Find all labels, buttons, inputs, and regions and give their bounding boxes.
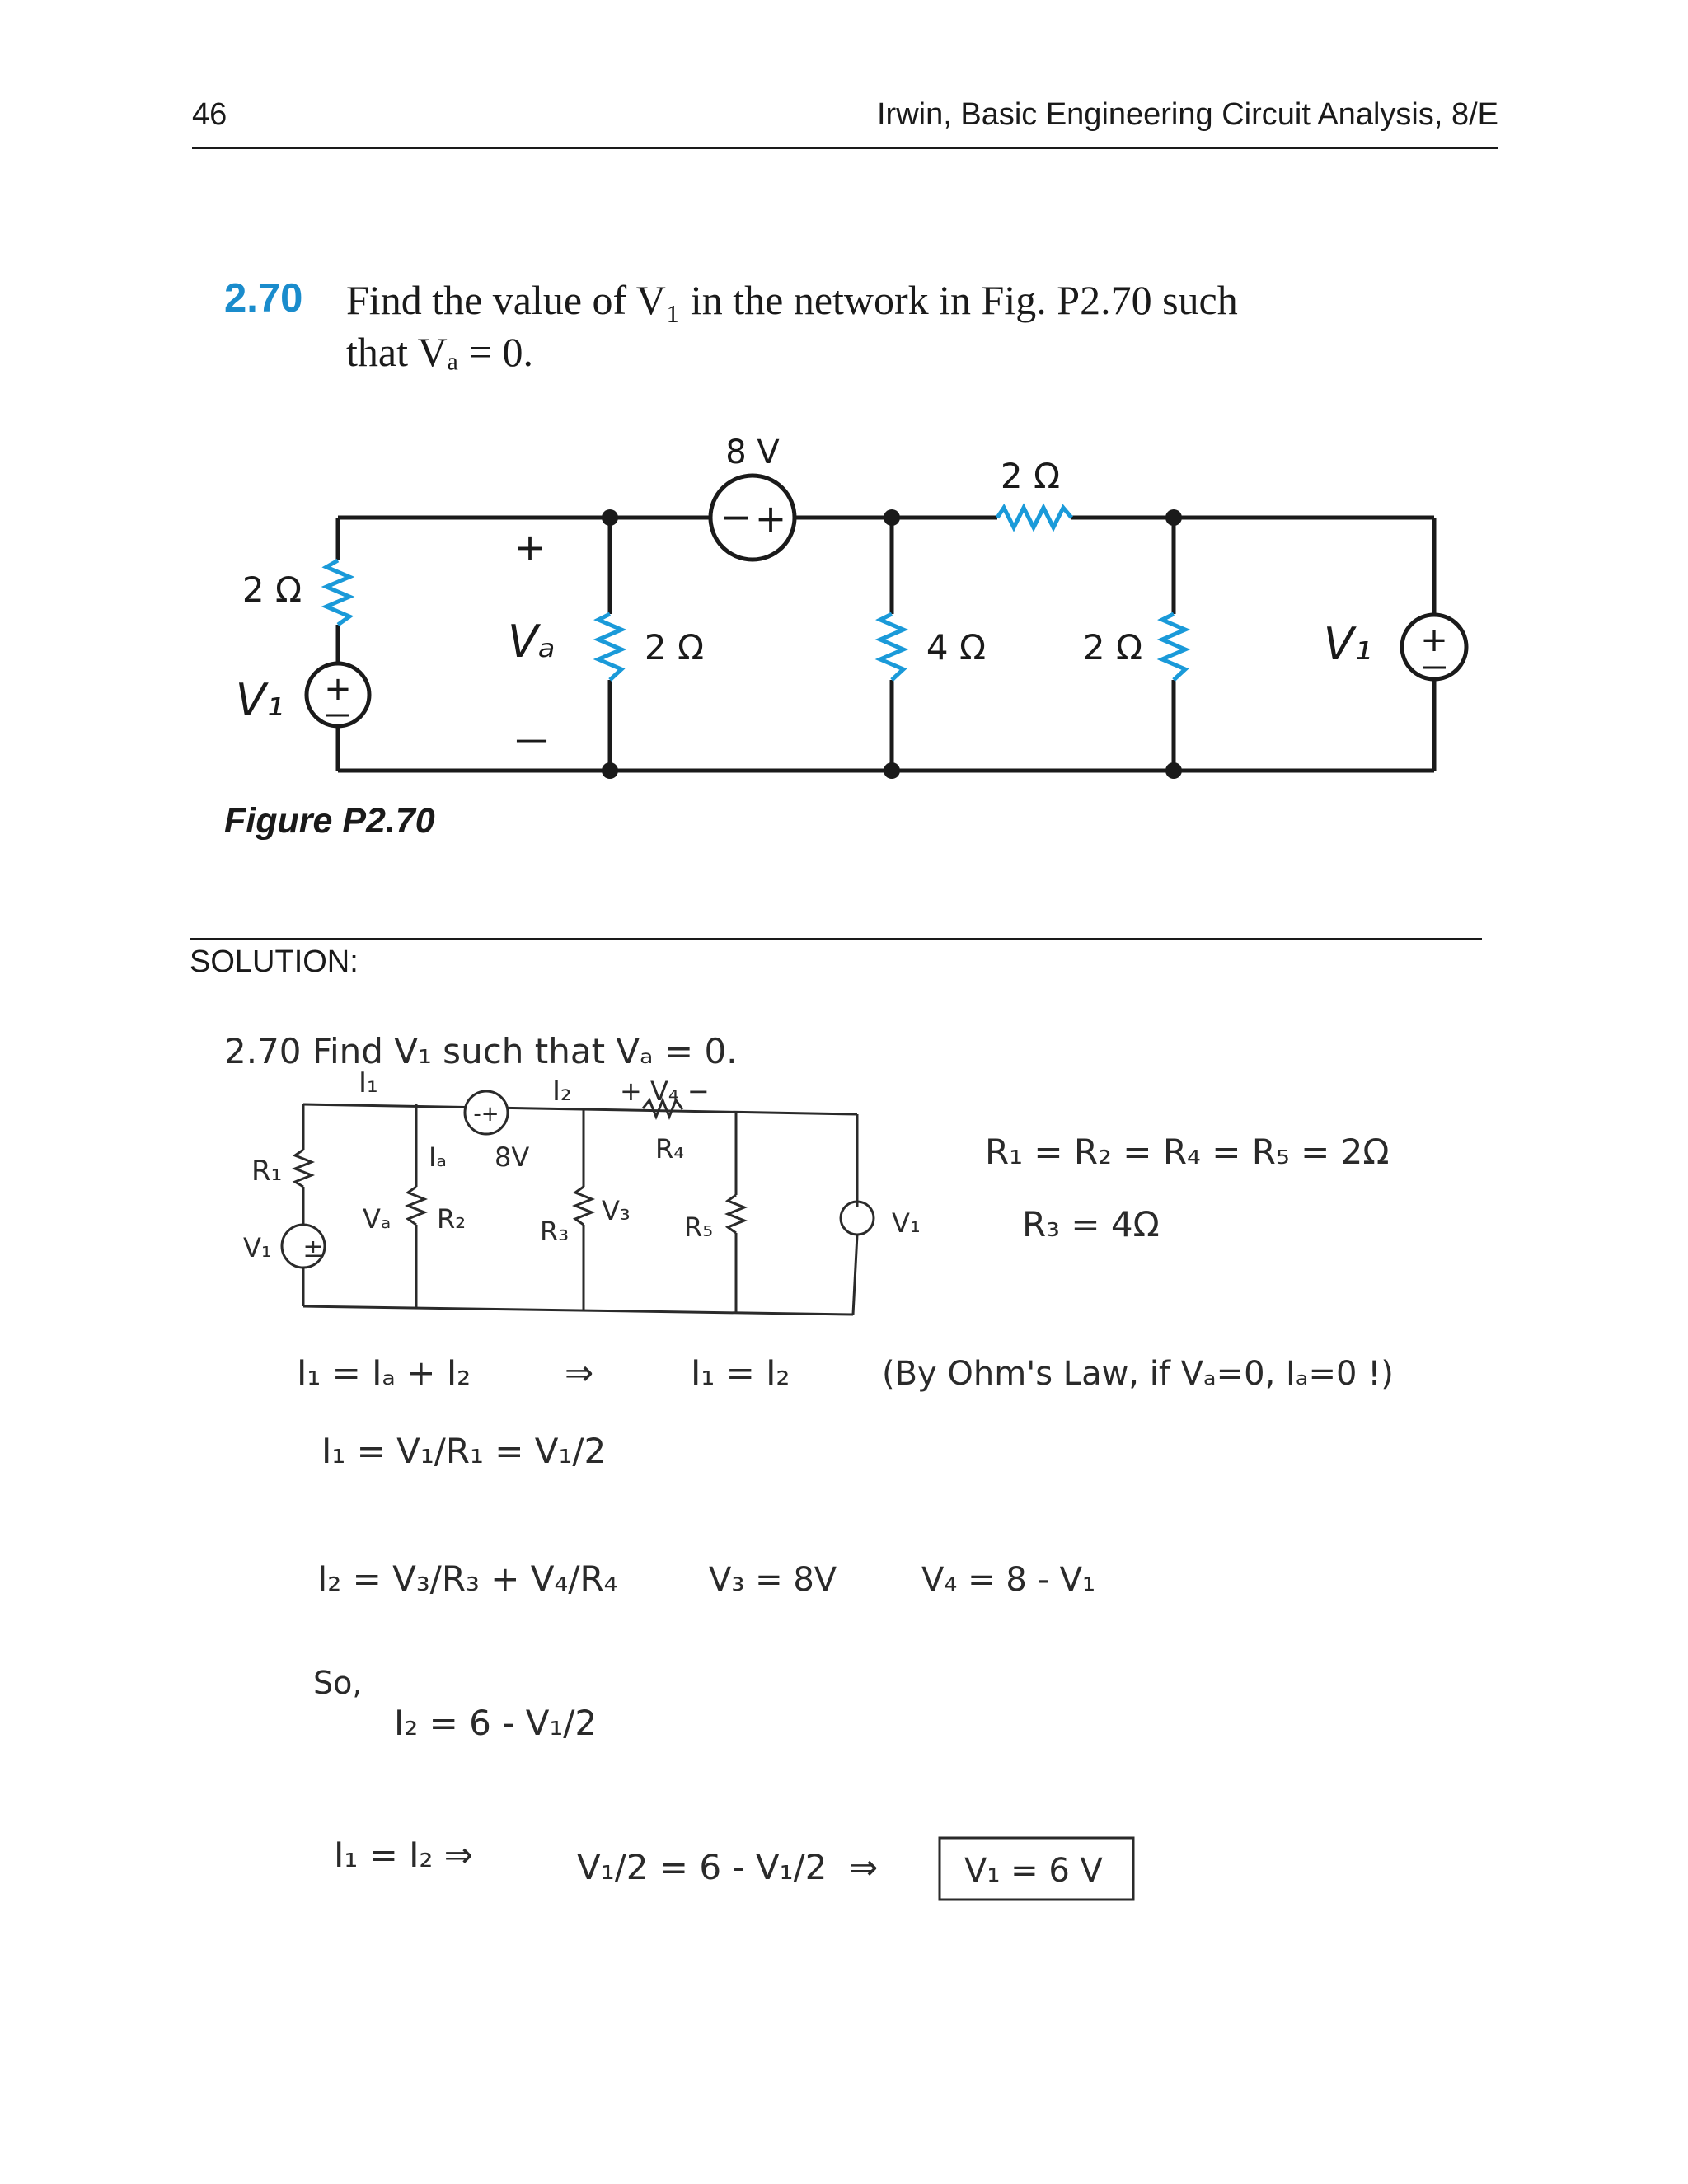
label-8v: 8 V (725, 434, 780, 471)
sketch-r4: R₄ (655, 1133, 685, 1165)
eq1-left: I₁ = Iₐ + I₂ (297, 1352, 471, 1393)
source-8v-plus: + (754, 496, 787, 541)
eq1-note: (By Ohm's Law, if Vₐ=0, Iₐ=0 !) (882, 1355, 1394, 1393)
label-va-plus: + (513, 525, 546, 569)
sketch-v1-source-plus: ± (302, 1235, 324, 1263)
label-v1-right: V₁ (1323, 618, 1372, 670)
label-r-right: 2 Ω (1082, 627, 1143, 668)
sketch-v1-left: V₁ (243, 1232, 272, 1263)
label-r-top: 2 Ω (1000, 456, 1061, 496)
sketch-v4: + V₄ − (620, 1076, 710, 1107)
eq5-arrow: ⇒ (849, 1847, 879, 1887)
eq5-left: I₁ = I₂ ⇒ (334, 1835, 473, 1875)
running-header: Irwin, Basic Engineering Circuit Analysis, 8/E (877, 97, 1498, 132)
label-va-minus: — (515, 720, 548, 758)
eq2: I₁ = V₁/R₁ = V₁/2 (321, 1431, 607, 1471)
problem-number: 2.70 (224, 276, 303, 321)
figure-caption: Figure P2.70 (224, 801, 435, 841)
eq3-v4: V₄ = 8 - V₁ (921, 1561, 1096, 1599)
sketch-r1: R₁ (251, 1155, 283, 1188)
sketch-8v-source-sign: -+ (473, 1102, 499, 1127)
givens-line-1: R₁ = R₂ = R₄ = R₅ = 2Ω (985, 1132, 1390, 1172)
solution-label: SOLUTION: (190, 944, 359, 979)
sketch-ia: Iₐ (429, 1141, 447, 1173)
source-8v-minus: − (720, 494, 753, 539)
label-v1-left: V₁ (235, 674, 284, 726)
source-v1-right-plus: + (1420, 621, 1448, 659)
problem-statement-line-1: Find the value of V₁ in the network in Fig. P2.70 such (346, 277, 1238, 323)
label-r-mid2: 4 Ω (926, 627, 987, 668)
so-label: So, (313, 1665, 363, 1701)
solution-heading: 2.70 Find V₁ such that Vₐ = 0. (224, 1031, 738, 1071)
answer: V₁ = 6 V (964, 1852, 1103, 1890)
source-v1-left-plus: + (324, 670, 352, 708)
givens-line-2: R₃ = 4Ω (1022, 1204, 1160, 1244)
sketch-i2: I₂ (552, 1075, 572, 1108)
sketch-v1-right: V₁ (892, 1207, 921, 1239)
page-number: 46 (192, 97, 227, 132)
label-va: Vₐ (507, 616, 556, 668)
eq1-arrow: ⇒ (565, 1352, 594, 1393)
eq3: I₂ = V₃/R₃ + V₄/R₄ (317, 1558, 618, 1599)
sketch-v3: V₃ (602, 1195, 631, 1226)
sketch-i1: I₁ (359, 1066, 378, 1099)
eq5-mid: V₁/2 = 6 - V₁/2 (577, 1847, 828, 1887)
sketch-8v: 8V (495, 1141, 530, 1173)
eq3-v3: V₃ = 8V (709, 1561, 837, 1599)
sketch-r2: R₂ (437, 1203, 467, 1235)
sketch-r3: R₃ (540, 1216, 570, 1247)
sketch-r5: R₅ (684, 1212, 714, 1243)
sketch-va: Vₐ (363, 1203, 392, 1235)
label-r-left: 2 Ω (241, 569, 302, 610)
eq4: I₂ = 6 - V₁/2 (394, 1703, 598, 1743)
eq1-right: I₁ = I₂ (691, 1352, 790, 1393)
problem-statement-line-2: that Vₐ = 0. (346, 329, 534, 375)
label-r-mid1: 2 Ω (644, 627, 705, 668)
